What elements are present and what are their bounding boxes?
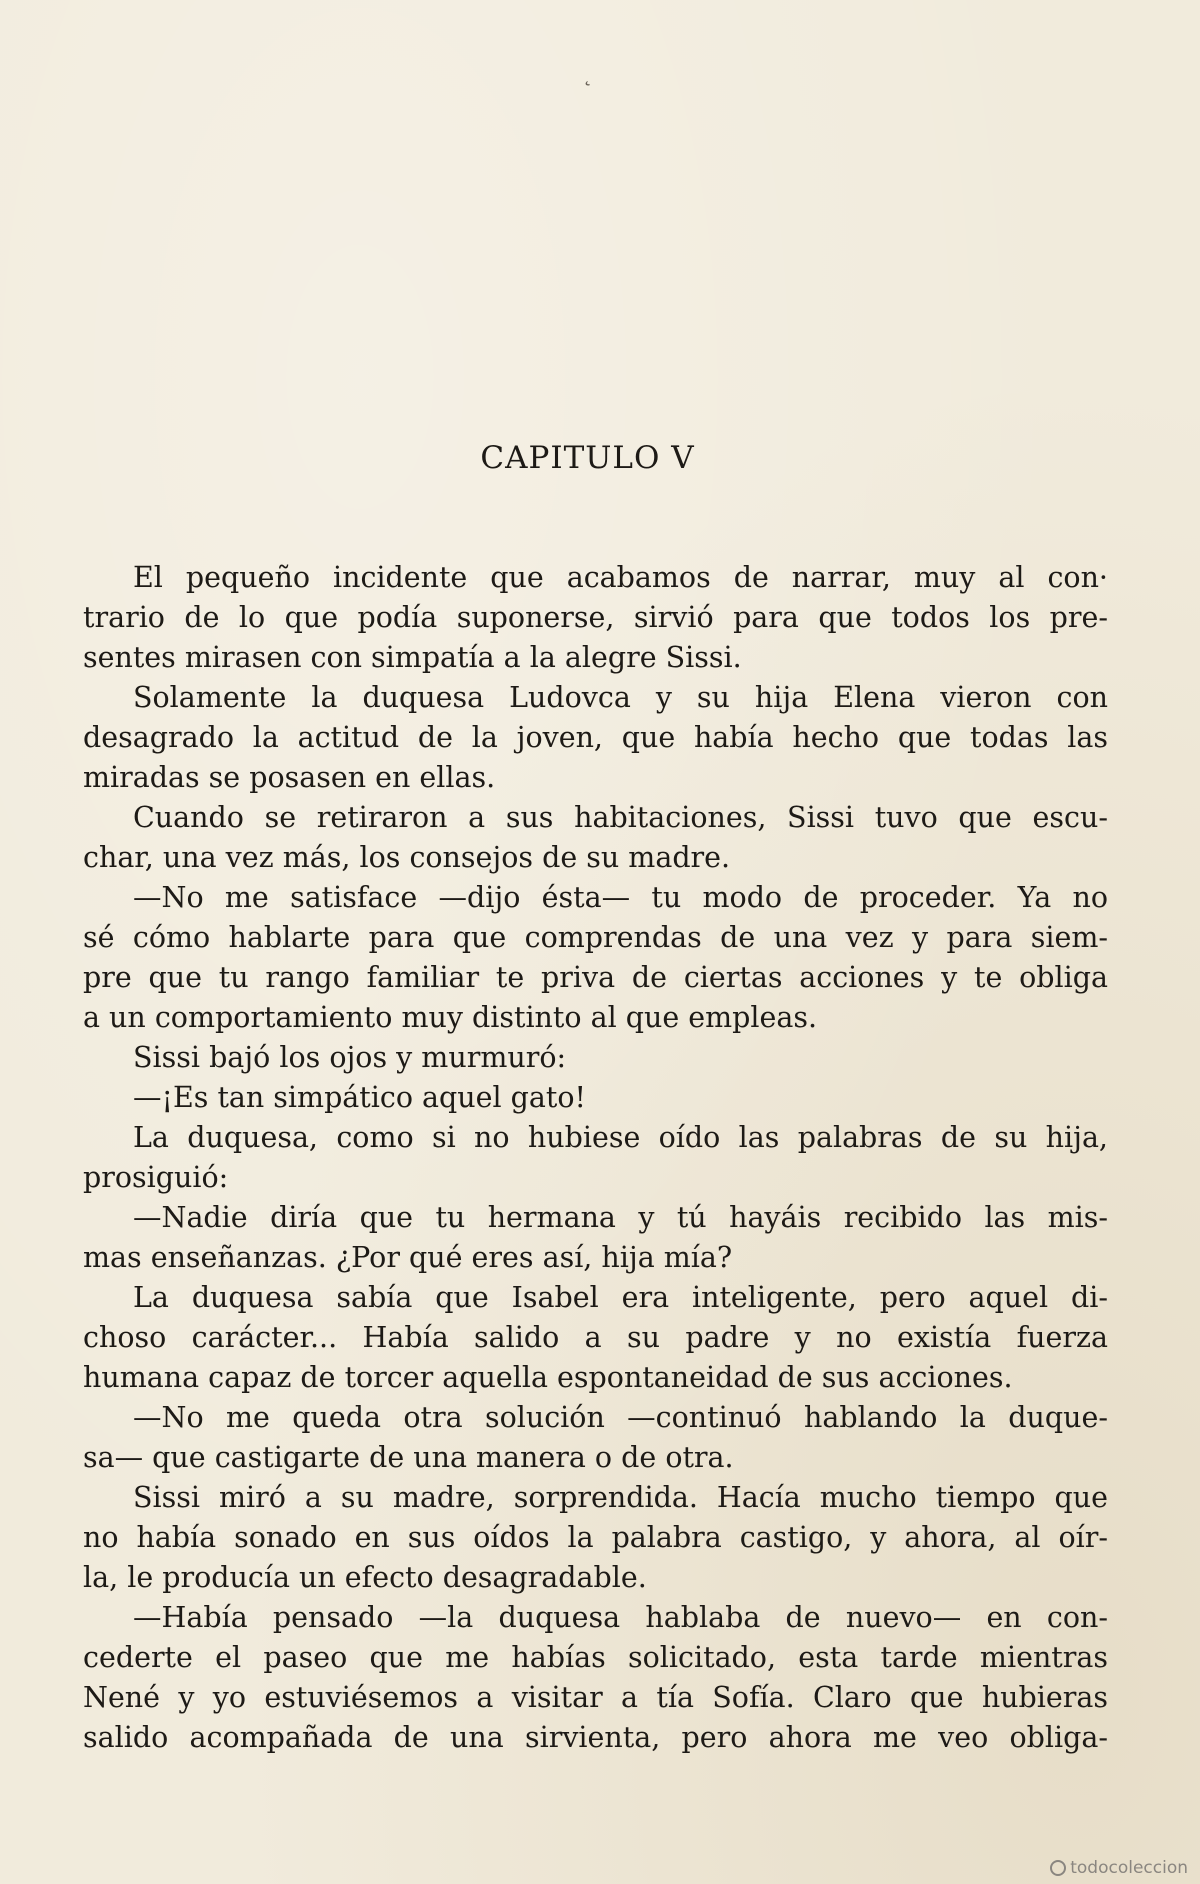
text-line: desagrado la actitud de la joven, que había hecho que todas las: [83, 721, 1108, 754]
text-line: la, le producía un efecto desagradable.: [83, 1561, 647, 1594]
text-line: prosiguió:: [83, 1161, 229, 1194]
text-line: La duquesa, como si no hubiese oído las palabras de su hija,: [133, 1121, 1108, 1154]
circle-logo-icon: [1050, 1860, 1066, 1876]
text-line: —¡Es tan simpático aquel gato!: [133, 1081, 586, 1114]
text-line: El pequeño incidente que acabamos de narrar, muy al con·: [133, 561, 1108, 594]
text-line: Nené y yo estuviésemos a visitar a tía Sofía. Claro que hubieras: [83, 1681, 1108, 1714]
text-line: salido acompañada de una sirvienta, pero ahora me veo obliga-: [83, 1721, 1108, 1754]
watermark-text: todocoleccion: [1070, 1858, 1188, 1878]
text-line: pre que tu rango familiar te priva de ciertas acciones y te obliga: [83, 961, 1108, 994]
text-line: no había sonado en sus oídos la palabra castigo, y ahora, al oír-: [83, 1521, 1108, 1554]
text-line: a un comportamiento muy distinto al que empleas.: [83, 1001, 818, 1034]
text-line: —Nadie diría que tu hermana y tú hayáis recibido las mis-: [133, 1201, 1108, 1234]
text-line: —No me satisface —dijo ésta— tu modo de proceder. Ya no: [133, 881, 1108, 914]
text-line: Sissi miró a su madre, sorprendida. Hacía mucho tiempo que: [133, 1481, 1108, 1514]
text-line: Solamente la duquesa Ludovca y su hija Elena vieron con: [133, 681, 1108, 714]
watermark: [1050, 1858, 1188, 1878]
chapter-body: [83, 558, 1108, 1758]
text-line: —No me queda otra solución —continuó hablando la duque-: [133, 1401, 1108, 1434]
text-line: char, una vez más, los consejos de su madre.: [83, 841, 731, 874]
text-line: mas enseñanzas. ¿Por qué eres así, hija mía?: [83, 1241, 733, 1274]
text-line: cederte el paseo que me habías solicitado, esta tarde mientras: [83, 1641, 1108, 1674]
text-line: —Había pensado —la duquesa hablaba de nuevo— en con-: [133, 1601, 1108, 1634]
text-line: La duquesa sabía que Isabel era inteligente, pero aquel di-: [133, 1281, 1108, 1314]
text-line: Cuando se retiraron a sus habitaciones, Sissi tuvo que escu-: [133, 801, 1108, 834]
text-line: miradas se posasen en ellas.: [83, 761, 496, 794]
text-line: sa— que castigarte de una manera o de otra.: [83, 1441, 734, 1474]
text-line: sé cómo hablarte para que comprendas de una vez y para siem-: [83, 921, 1108, 954]
text-line: sentes mirasen con simpatía a la alegre Sissi.: [83, 641, 742, 674]
text-line: humana capaz de torcer aquella espontaneidad de sus acciones.: [83, 1361, 1013, 1394]
printer-mark: ˛: [582, 62, 593, 87]
text-line: Sissi bajó los ojos y murmuró:: [133, 1041, 567, 1074]
chapter-title: CAPITULO V: [480, 440, 695, 476]
text-line: choso carácter... Había salido a su padre y no existía fuerza: [83, 1321, 1108, 1354]
text-line: trario de lo que podía suponerse, sirvió para que todos los pre-: [83, 601, 1108, 634]
